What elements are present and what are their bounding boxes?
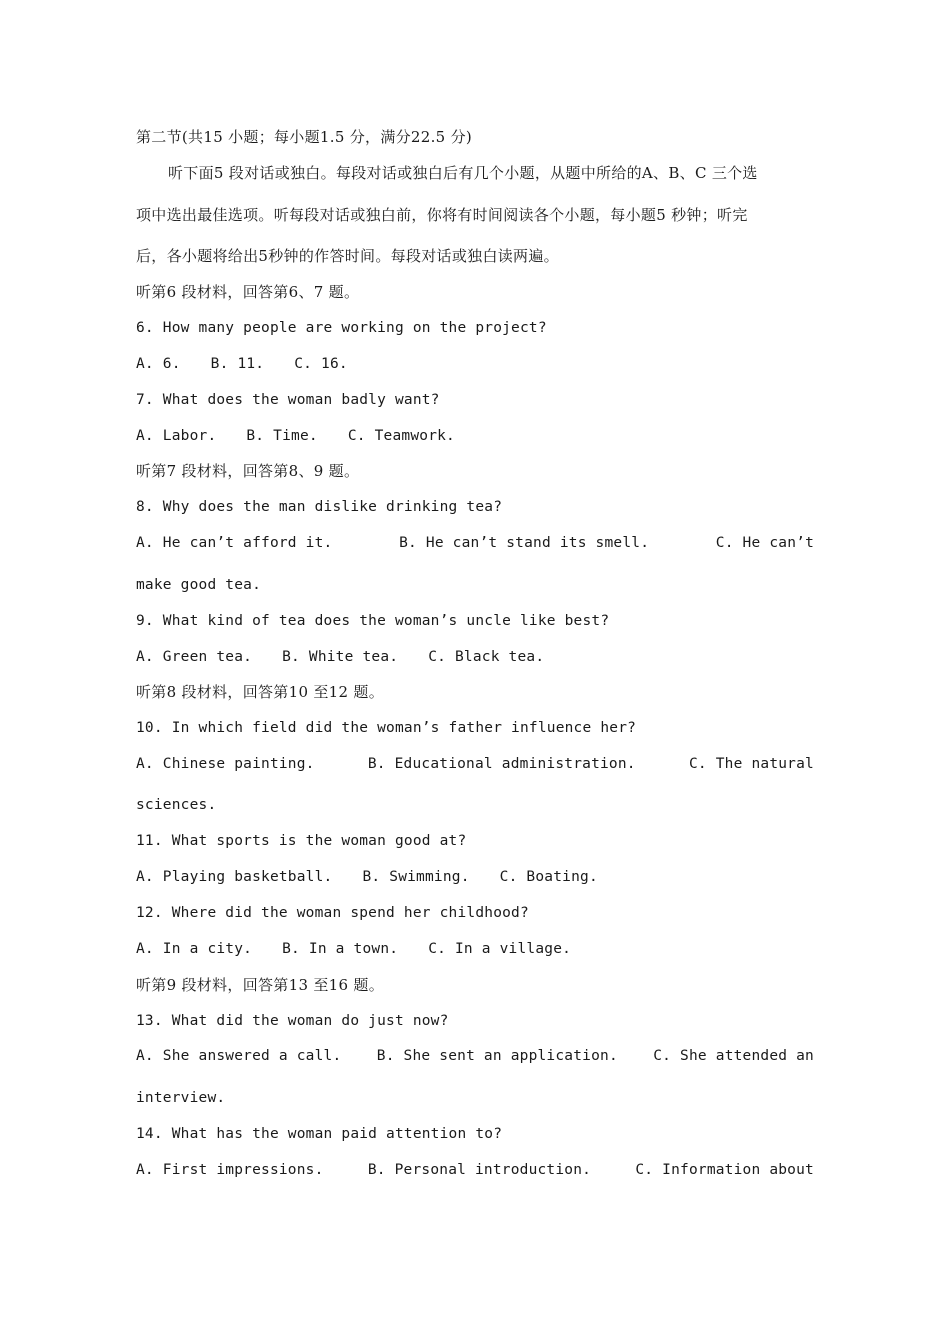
group-header-7: 听第7 段材料，回答第8、9 题。 [136,462,360,480]
option-a: A. Labor. [136,428,217,444]
question-options-9 [136,647,814,667]
option-c: C. Black tea. [428,649,545,665]
question-stem-14: 14. What has the woman paid attention to? [136,1126,503,1142]
instructions-line-1: 听下面5 段对话或独白。每段对话或独白后有几个小题，从题中所给的A、B、C 三个选 [168,164,758,182]
option-a: A. He can’t afford it. [136,535,333,551]
option-c: C. Information about [635,1162,814,1178]
option-c: C. Boating. [499,869,598,885]
option-b: B. White tea. [282,649,399,665]
question-options-7 [136,426,814,446]
option-a: A. 6. [136,356,181,372]
option-b: B. 11. [210,356,265,372]
option-b: B. She sent an application. [376,1048,618,1064]
question-stem-11: 11. What sports is the woman good at? [136,833,467,849]
option-c: C. 16. [294,356,348,372]
question-stem-6: 6. How many people are working on the project? [136,320,547,336]
instructions-line-2: 项中选出最佳选项。听每段对话或独白前，你将有时间阅读各个小题，每小题5 秒钟；听完 [136,206,748,224]
group-header-6: 听第6 段材料，回答第6、7 题。 [136,283,360,301]
question-stem-10: 10. In which field did the woman’s father influence her? [136,720,637,736]
group-header-8: 听第8 段材料，回答第10 至12 题。 [136,683,385,701]
question-stem-12: 12. Where did the woman spend her childhood? [136,905,529,921]
option-b: B. He can’t stand its smell. [399,535,650,551]
question-options-6 [136,354,814,374]
group-header-9: 听第9 段材料，回答第13 至16 题。 [136,976,385,994]
question-stem-13: 13. What did the woman do just now? [136,1013,449,1029]
question-options-14 [136,1160,814,1180]
option-b: B. In a town. [282,941,399,957]
question-options-13-wrap: interview. [136,1090,226,1106]
option-c: C. She attended an [653,1048,814,1064]
question-options-12 [136,939,814,959]
option-a: A. Chinese painting. [136,756,315,772]
question-options-8 [136,533,814,553]
question-options-10 [136,754,814,774]
question-options-10-wrap: sciences. [136,797,217,813]
option-b: B. Educational administration. [367,756,636,772]
option-a: A. First impressions. [136,1162,324,1178]
option-a: A. Playing basketball. [136,869,333,885]
option-c: C. He can’t [715,535,814,551]
option-b: B. Personal introduction. [367,1162,592,1178]
section-heading: 第二节(共15 小题；每小题1.5 分，满分22.5 分) [136,128,473,146]
question-options-13 [136,1046,814,1066]
option-c: C. Teamwork. [347,428,455,444]
option-c: C. In a village. [428,941,572,957]
instructions-line-3: 后，各小题将给出5秒钟的作答时间。每段对话或独白读两遍。 [136,247,559,265]
question-stem-8: 8. Why does the man dislike drinking tea? [136,499,503,515]
option-b: B. Swimming. [362,869,470,885]
question-stem-9: 9. What kind of tea does the woman’s uncle like best? [136,613,610,629]
question-stem-7: 7. What does the woman badly want? [136,392,440,408]
option-a: A. Green tea. [136,649,253,665]
option-b: B. Time. [246,428,318,444]
option-a: A. She answered a call. [136,1048,342,1064]
option-a: A. In a city. [136,941,253,957]
question-options-11 [136,867,814,887]
option-c: C. The natural [688,756,814,772]
question-options-8-wrap: make good tea. [136,577,262,593]
